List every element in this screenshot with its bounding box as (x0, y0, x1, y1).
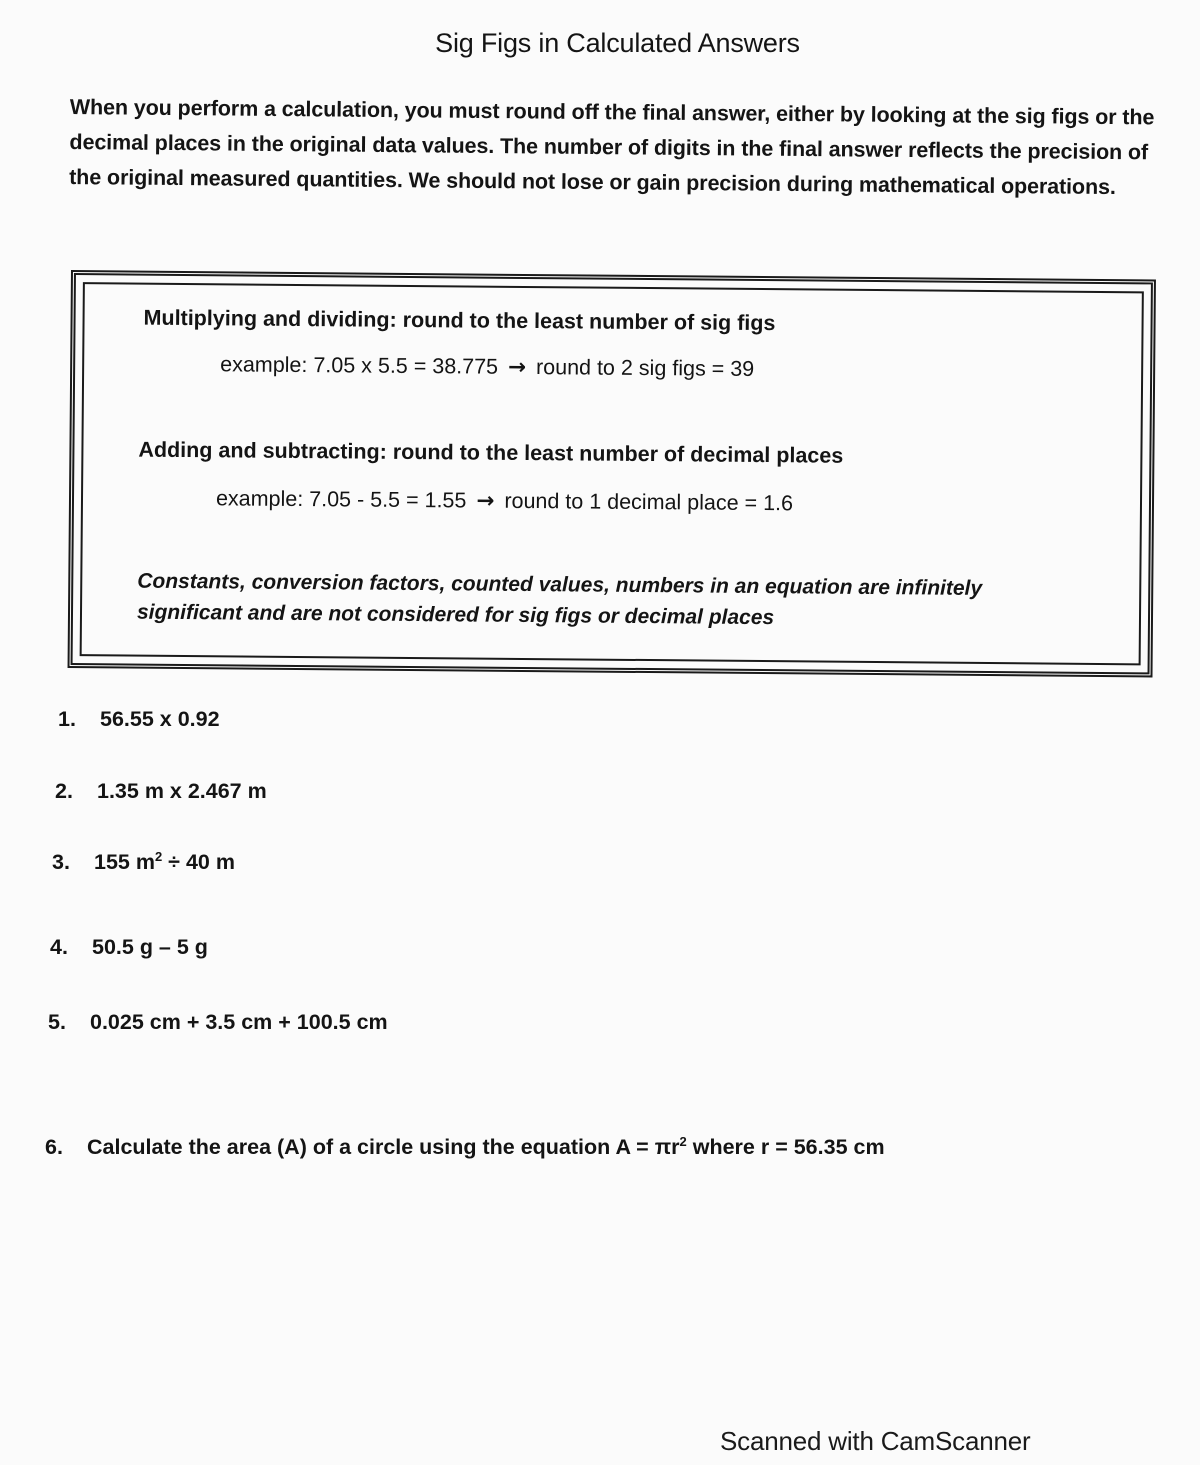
scanner-watermark: Scanned with CamScanner (720, 1426, 1031, 1456)
add-example-result: round to 1 decimal place = 1.6 (504, 488, 794, 516)
problem-number: 1. (58, 707, 76, 731)
exponent: 2 (154, 849, 163, 864)
problem-number: 3. (52, 850, 70, 875)
problem-1 (58, 707, 220, 732)
multiply-rule-example (220, 352, 754, 382)
rules-box (68, 270, 1156, 677)
problem-text: 50.5 g – 5 g (92, 935, 208, 959)
intro-paragraph: When you perform a calculation, you must round off the final answer, either by looking at the sig figs or the decimal places in the original data values. The number of digits in the final answer reflects the precision of the original measured quantities. We should not lose or gain precision during mathematical operations. (69, 94, 1155, 200)
problem-text: 56.55 x 0.92 (100, 707, 220, 731)
problem-text-cont: where r = 56.35 cm (686, 1135, 885, 1160)
multiply-example-text: example: 7.05 x 5.5 = 38.775 (220, 352, 499, 379)
add-example-text: example: 7.05 - 5.5 = 1.55 (215, 486, 467, 513)
right-arrow-icon: → (476, 488, 495, 514)
problem-text: 155 m (94, 850, 155, 875)
problem-6 (45, 1134, 885, 1160)
problem-text-cont: ÷ 40 m (162, 850, 235, 875)
problem-number: 5. (48, 1010, 66, 1034)
problem-3 (52, 849, 235, 875)
problem-number: 4. (50, 935, 68, 959)
add-rule-heading: Adding and subtracting: round to the least number of decimal places (138, 437, 844, 468)
multiply-example-result: round to 2 sig figs = 39 (535, 355, 755, 381)
problem-4 (50, 935, 208, 960)
add-rule-example (216, 486, 793, 516)
right-arrow-icon: → (507, 354, 527, 380)
problem-number: 2. (55, 779, 73, 803)
problem-text: 0.025 cm + 3.5 cm + 100.5 cm (90, 1010, 388, 1034)
page-title: Sig Figs in Calculated Answers (435, 28, 800, 58)
problem-text: Calculate the area (A) of a circle using the equation A = πr (87, 1135, 680, 1160)
problem-5 (48, 1010, 388, 1035)
problem-number: 6. (45, 1135, 63, 1160)
infinite-sig-figs-note: Constants, conversion factors, counted values, numbers in an equation are infinitely significant and are not considered for sig figs or decimal places (136, 569, 983, 630)
exponent: 2 (679, 1134, 687, 1149)
multiply-rule-heading: Multiplying and dividing: round to the least number of sig figs (143, 305, 776, 336)
problem-2 (55, 779, 267, 804)
problem-text: 1.35 m x 2.467 m (97, 779, 267, 803)
